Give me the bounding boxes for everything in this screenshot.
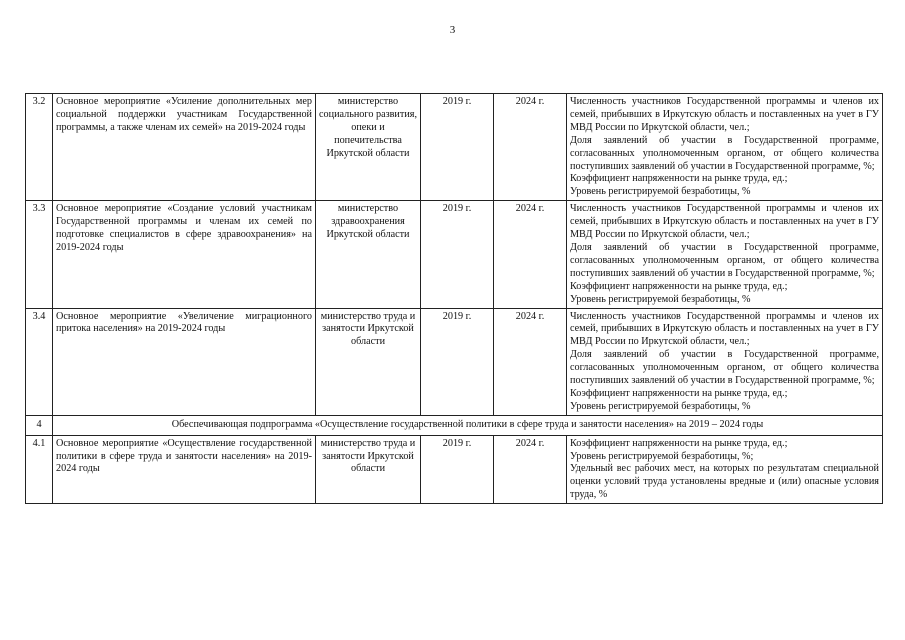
measure-title: Основное мероприятие «Усиление дополнительных мер социальной поддержки участникам Государственной программы, а также членам их семей» на 2019-2024 годы [53,94,316,201]
start-year: 2019 г. [421,201,494,308]
indicator-item: Доля заявлений об участии в Государственной программе, согласованных уполномоченным органом, от общего количества поступивших заявлений об участии в Государственной программе, %; [570,349,879,387]
row-number: 4 [26,415,53,435]
page-number: 3 [449,24,456,36]
row-number: 3.2 [26,94,53,201]
indicator-item: Удельный вес рабочих мест, на которых по результатам специальной оценки условий труда установлены вредные и (или) опасные условия труда, % [570,463,879,501]
end-year: 2024 г. [494,94,567,201]
table-row [26,308,883,415]
row-number: 3.3 [26,201,53,308]
table-row [26,201,883,308]
executor: министерство здравоохранения Иркутской области [316,201,421,308]
measure-title: Основное мероприятие «Создание условий участникам Государственной программы и членам их семей по подготовке специалистов в сфере здравоохранения» на 2019-2024 годы [53,201,316,308]
end-year: 2024 г. [494,308,567,415]
indicator-item: Уровень регистрируемой безработицы, % [570,186,751,198]
table-row [26,435,883,504]
indicators [567,201,883,308]
indicator-item: Коэффициент напряженности на рынке труда, ед.; [570,437,788,449]
indicators [567,308,883,415]
indicator-item: Численность участников Государственной программы и членов их семей, прибывших в Иркутскую область и поставленных на учет в ГУ МВД России по Иркутской области, чел.; [570,310,879,348]
indicators [567,94,883,201]
indicator-item: Уровень регистрируемой безработицы, % [570,293,751,305]
indicator-item: Численность участников Государственной программы и членов их семей, прибывших в Иркутскую область и поставленных на учет в ГУ МВД России по Иркутской области, чел.; [570,203,879,241]
indicator-item: Доля заявлений об участии в Государственной программе, согласованных уполномоченным органом, от общего количества поступивших заявлений об участии в Государственной программе, %; [570,134,879,172]
measure-title: Основное мероприятие «Осуществление государственной политики в сфере труда и занятости населения» на 2019-2024 годы [53,435,316,504]
row-number: 3.4 [26,308,53,415]
row-number: 4.1 [26,435,53,504]
start-year: 2019 г. [421,435,494,504]
measure-title: Основное мероприятие «Увеличение миграционного притока населения» на 2019-2024 годы [53,308,316,415]
indicator-item: Коэффициент напряженности на рынке труда, ед.; [570,387,788,399]
start-year: 2019 г. [421,308,494,415]
start-year: 2019 г. [421,94,494,201]
subprogram-title: Обеспечивающая подпрограмма «Осуществление государственной политики в сфере труда и занятости населения» на 2019 – 2024 годы [53,415,883,435]
indicator-item: Коэффициент напряженности на рынке труда, ед.; [570,280,788,292]
indicator-item: Уровень регистрируемой безработицы, %; [570,450,754,462]
end-year: 2024 г. [494,201,567,308]
indicator-item: Уровень регистрируемой безработицы, % [570,400,751,412]
end-year: 2024 г. [494,435,567,504]
indicator-item: Доля заявлений об участии в Государственной программе, согласованных уполномоченным органом, от общего количества поступивших заявлений об участии в Государственной программе, %; [570,241,879,279]
executor: министерство социального развития, опеки и попечительства Иркутской области [316,94,421,201]
table-row [26,94,883,201]
indicators [567,435,883,504]
executor: министерство труда и занятости Иркутской области [316,308,421,415]
executor: министерство труда и занятости Иркутской области [316,435,421,504]
indicator-item: Коэффициент напряженности на рынке труда, ед.; [570,173,788,185]
measures-table [25,93,883,504]
subprogram-row [26,415,883,435]
indicator-item: Численность участников Государственной программы и членов их семей, прибывших в Иркутскую область и поставленных на учет в ГУ МВД России по Иркутской области, чел.; [570,96,879,133]
